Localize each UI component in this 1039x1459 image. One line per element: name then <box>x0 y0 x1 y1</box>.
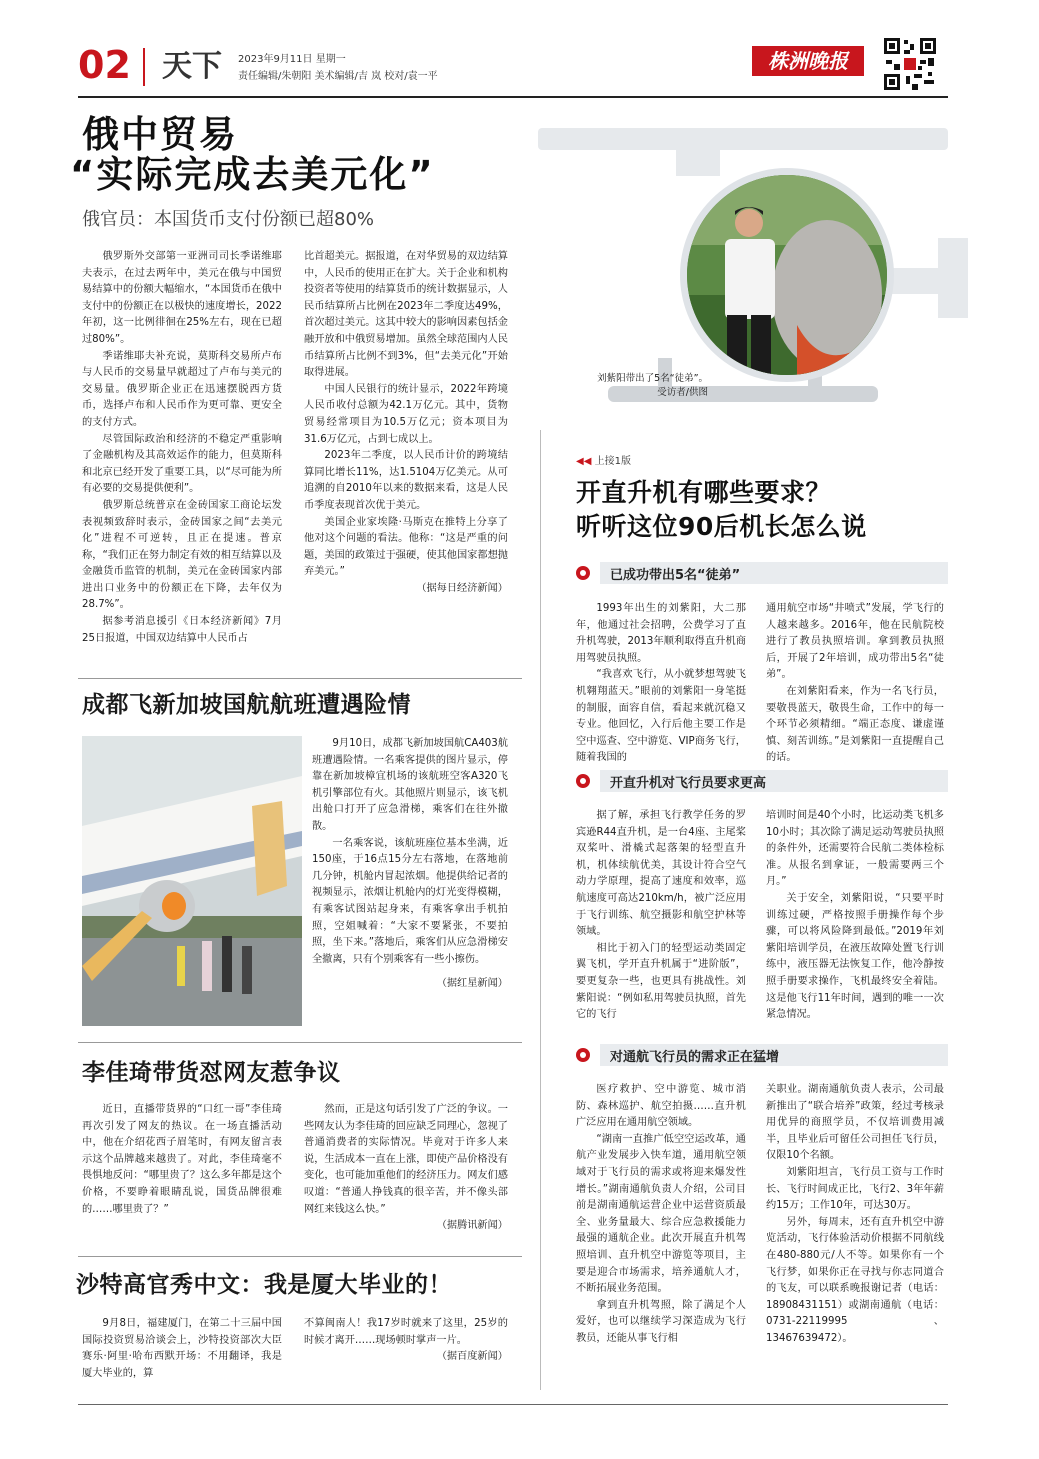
article4-col2 <box>304 1102 508 1235</box>
article3-body <box>312 736 508 993</box>
article2-s2-col1 <box>576 808 746 1024</box>
article2-paragraph: 医疗救护、空中游览、城市消防、森林巡护、航空拍摄……直升机广泛应用在通用航空领域。 <box>576 1084 746 1129</box>
article3-source: （据红星新闻） <box>436 978 508 990</box>
subhead-bullet-icon <box>576 1048 590 1062</box>
article2-paragraph: “湖南一直推广低空空运改革，通航产业发展步入快车道，通用航空领域对于飞行员的需求或将迎来爆发性增长。”湖南通航负责人介绍，公司目前是湖南通航运营企业中运营资质最全、业务量最大、综合应急救援能力最强的通航企业。此次开展直升机驾照培训、直升机空中游览等项目，主要是迎合市场需求，培养通航人才，不断拓展业务范围。 <box>576 1133 746 1295</box>
jump-line <box>576 452 631 467</box>
article2-paragraph: 相比于初入门的轻型运动类固定翼飞机，学开直升机属于“进阶版”，要更复杂一些，也更具有挑战性。刘紫阳说：“例如私用驾驶员执照，首先它的飞行 <box>576 942 746 1021</box>
article2-paragraph: 关职业。湖南通航负责人表示，公司最新推出了“联合培养”政策，经过考核录用优异的商照学员，不仅培训费用减半，且毕业后可留任公司担任飞行员，仅限10个名额。 <box>766 1084 944 1162</box>
article4-source: （据腾讯新闻） <box>436 1220 508 1232</box>
article2-s2-col2 <box>766 808 944 1024</box>
photo1-caption-line2: 受访者/供图 <box>657 387 708 398</box>
header-editors: 责任编辑/朱朝阳 美术编辑/吉 岚 校对/袁一平 <box>238 71 438 82</box>
footer-rule <box>78 1404 948 1405</box>
article5-paragraph: 不算闽南人！我17岁时就来了这里，25岁的时候才离开……现场顿时掌声一片。 <box>304 1318 508 1346</box>
article1-paragraph: 尽管国际政治和经济的不稳定严重影响了金融机构及其高效运作的能力，但莫斯科和北京已经开发了重要工具，以“尽可能为所有必要的交易提供便利”。 <box>82 433 282 495</box>
article2-s1-col1 <box>576 601 746 767</box>
article1-paragraph: 美国企业家埃隆·马斯克在推特上分享了他对这个问题的看法。他称：“这是严重的问题，美国的政策过于强硬，使其他国家都想抛弃美元。” <box>304 516 508 578</box>
subhead-text: 已成功带出5名“徒弟” <box>610 567 741 583</box>
article2-title-line1: 开直升机有哪些要求？ <box>576 478 832 507</box>
article2-paragraph: 培训时间是40个小时，比运动类飞机多10小时；其次除了满足运动驾驶员执照的条件外，还需要符合民航二类体检标准。从报名到拿证，一般需要两三个月。” <box>766 810 944 888</box>
article3-paragraph: 9月10日，成都飞新加坡国航CA403航班遭遇险情。一名乘客提供的图片显示，停靠在新加坡樟宜机场的该航班空客A320飞机引擎部位有火。其他照片则显示，该飞机出舱口打开了应急滑梯，乘客们在往外撤散。 <box>312 738 508 832</box>
header-divider <box>143 48 145 86</box>
article2-paragraph: 通用航空市场“井喷式”发展，学飞行的人越来越多。2016年，他在民航院校进行了教员执照培训。拿到教员执照后，开展了2年培训，成功带出5名“徒弟”。 <box>766 603 944 681</box>
article1-paragraph: 俄罗斯外交部第一亚洲司司长季诺维耶夫表示，在过去两年中，美元在俄与中国贸易结算中的份额大幅缩水，“本国货币在俄中支付中的份额正在以极快的速度增长，2022年初，这一比例徘徊在25%左右，现在已超过80%”。 <box>82 251 282 345</box>
page-number: 02 <box>78 43 131 87</box>
article4-paragraph: 近日，直播带货界的“口红一哥”李佳琦再次引发了网友的热议。在一场直播活动中，他在介绍花西子眉笔时，有网友留言表示这个品牌越来越贵了。对此，李佳琦毫不畏惧地反问：“哪里贵了？这么多年都是这个价格，不要睁着眼睛乱说，国货品牌很难的……哪里贵了？” <box>82 1104 282 1215</box>
article2-paragraph: 1993年出生的刘紫阳，大二那年，他通过社会招聘，公费学习了直升机驾驶，2013年顺利取得直升机商用驾驶员执照。 <box>576 603 746 664</box>
article1-col1 <box>82 249 282 647</box>
article2-paragraph: 在刘紫阳看来，作为一名飞行员，要敬畏蓝天，敬畏生命，工作中的每一个环节必须精细。“端正态度、谦虚谨慎、刻苦训练。”是刘紫阳一直提醒自己的话。 <box>766 685 944 764</box>
article5-col2 <box>304 1316 508 1366</box>
column-divider <box>540 430 541 1390</box>
jump-text: 上接1版 <box>594 456 631 467</box>
article1-col2 <box>304 249 508 597</box>
article5-paragraph: 9月8日，福建厦门，在第二十三届中国国际投资贸易洽谈会上，沙特投资部次大臣赛乐·阿里·哈布西默开场：不用翻译，我是厦大毕业的，算 <box>82 1318 282 1379</box>
article1-subtitle: 俄官员：本国货币支付份额已超80% <box>82 209 375 230</box>
article-divider <box>78 678 522 679</box>
article1-paragraph: 中国人民银行的统计显示，2022年跨境人民币收付总额为42.1万亿元。其中，货物贸易经常项目为10.5万亿元；资本项目为31.6万亿元，占到七成以上。 <box>304 383 508 445</box>
article2-s1-col2 <box>766 601 944 767</box>
article2-subhead1 <box>576 562 948 584</box>
article4-title: 李佳琦带货怼网友惹争议 <box>82 1060 341 1086</box>
newspaper-logo-text: 株洲晚报 <box>768 49 848 73</box>
article1-paragraph: 2023年二季度，以人民币计价的跨境结算同比增长11%，达1.5104万亿美元。从可追溯的自2010年以来的数据来看，这是人民币季度表现首次优于美元。 <box>304 450 508 511</box>
article5-col1 <box>82 1316 282 1382</box>
airplane-photo <box>82 736 302 1026</box>
article5-source: （据百度新闻） <box>436 1351 508 1363</box>
subhead-text: 开直升机对飞行员要求更高 <box>610 775 767 791</box>
article2-paragraph: “我喜欢飞行，从小就梦想驾驶飞机翱翔蓝天。”眼前的刘紫阳一身笔挺的制服，面容自信，看起来就沉稳又专业。他回忆，入行后他主要工作是空中巡查、空中游览、VIP商务飞行，随着我国的 <box>576 669 746 764</box>
article1-title-line1: 俄中贸易 <box>82 113 238 156</box>
photo1-caption <box>530 372 708 400</box>
article2-paragraph: 关于安全，刘紫阳说，“只要平时训练过硬，严格按照手册操作每个步骤，可以将风险降到最低。”2019年刘紫阳培训学员，在液压故障处置飞行训练中，液压器无法恢复工作，他冷静按照手册要求操作，飞机最终安全着陆。这是他飞行11年时间，遇到的唯一一次紧急情况。 <box>766 892 944 1021</box>
article2-s3-col2 <box>766 1082 944 1348</box>
article1-source: （据每日经济新闻） <box>416 582 508 594</box>
article4-col1 <box>82 1102 282 1218</box>
article3-paragraph: 一名乘客说，该航班座位基本坐满，近150座，于16点15分左右落地，在落地前几分钟，机舱内冒起浓烟。他提供给记者的视频显示，浓烟让机舱内的灯光变得模糊，有乘客试图站起身来，有乘客拿出手机拍照，空姐喊着：“大家不要紧张，不要拍照，坐下来。”落地后，乘客们从应急滑梯安全撤离，只有个别乘客有一些小擦伤。 <box>312 837 508 965</box>
article2-subhead2 <box>576 770 948 792</box>
pilot-photo <box>687 175 887 375</box>
article2-paragraph: 刘紫阳坦言，飞行员工资与工作时长、飞行时间成正比，飞行2、3年年薪约15万；工作10年，可达30万。 <box>766 1166 944 1212</box>
photo1-caption-line1: 刘紫阳带出了5名“徒弟”。 <box>597 373 708 384</box>
newspaper-logo <box>752 46 864 76</box>
article2-paragraph: 拿到直升机驾照，除了满足个人爱好，也可以继续学习深造成为飞行教员，还能从事飞行相 <box>576 1299 746 1344</box>
article2-title-line2: 听听这位90后机长怎么说 <box>576 512 867 541</box>
article-divider <box>78 1042 522 1043</box>
subhead-bullet-icon <box>576 774 590 788</box>
article1-paragraph: 季诺维耶夫补充说，莫斯科交易所卢布与人民币的交易量早就超过了卢布与美元的交易量。俄罗斯企业正在迅速摆脱西方货币，选择卢布和人民币作为更可靠、更安全的支付方式。 <box>82 350 282 428</box>
article-divider <box>78 1256 522 1257</box>
article2-paragraph: 另外，每周末，还有直升机空中游览活动，飞行体验活动价根据不同航线在480-880元/人不等。如果你有一个飞行梦，如果你正在寻找与你志同道合的飞友，可以联系晚报谢记者（电话：18908431151）或湖南通航（电话：0731-22119995、13467639472）。 <box>766 1216 944 1344</box>
header-date: 2023年9月11日 星期一 <box>238 54 346 65</box>
section-name: 天下 <box>162 49 222 84</box>
pilot-photo-frame <box>680 168 894 382</box>
header-rule <box>78 96 948 98</box>
article1-paragraph: 比首超美元。据报道，在对华贸易的双边结算中，人民币的使用正在扩大。关于企业和机构投资者等使用的结算货币的统计数据显示，人民币结算所占比例在2023年二季度达49%，首次超过美元。这其中较大的影响因素包括金融开放和中俄贸易增加。虽然全球范围内人民币结算所占比例不到3%，但“去美元化”开始取得进展。 <box>304 251 508 379</box>
article3-title: 成都飞新加坡国航航班遭遇险情 <box>82 692 411 718</box>
article2-subhead3 <box>576 1044 948 1066</box>
article1-paragraph: 据参考消息援引《日本经济新闻》7月25日报道，中国双边结算中人民币占 <box>82 616 282 644</box>
subhead-bullet-icon <box>576 566 590 580</box>
subhead-text: 对通航飞行员的需求正在猛增 <box>610 1049 780 1065</box>
article4-paragraph: 然而，正是这句话引发了广泛的争议。一些网友认为李佳琦的回应缺乏同理心，忽视了普通消费者的实际情况。毕竟对于许多人来说，生活成本一直在上涨，即使产品价格没有变化，也可能加重他们的经济压力。网友们感叹道：“普通人挣钱真的很辛苦，并不像头部网红来钱这么快。” <box>304 1104 508 1215</box>
jump-arrow-icon: ◀◀ <box>576 456 592 467</box>
qr-code-icon <box>882 36 938 92</box>
article1-paragraph: 俄罗斯总统普京在金砖国家工商论坛发表视频致辞时表示，金砖国家之间“去美元化”进程不可逆转，且正在提速。普京称，“我们正在努力制定有效的相互结算以及金融货币监管的机制，美元在金砖国家内部进出口业务中的份额正在下降，去年仅为28.7%”。 <box>82 499 282 611</box>
article2-s3-col1 <box>576 1082 746 1348</box>
article5-title: 沙特高官秀中文：我是厦大毕业的！ <box>76 1272 452 1298</box>
article1-title-line2: “实际完成去美元化” <box>70 153 435 196</box>
article2-paragraph: 据了解，承担飞行教学任务的罗宾逊R44直升机，是一台4座、主尾桨双桨叶、滑橇式起落架的轻型直升机，机体续航优美，其设计符合空气动力学原理，提高了速度和效率，巡航速度可高达210km/h，被广泛应用于飞行训练、航空摄影和航空护林等领域。 <box>576 810 746 938</box>
